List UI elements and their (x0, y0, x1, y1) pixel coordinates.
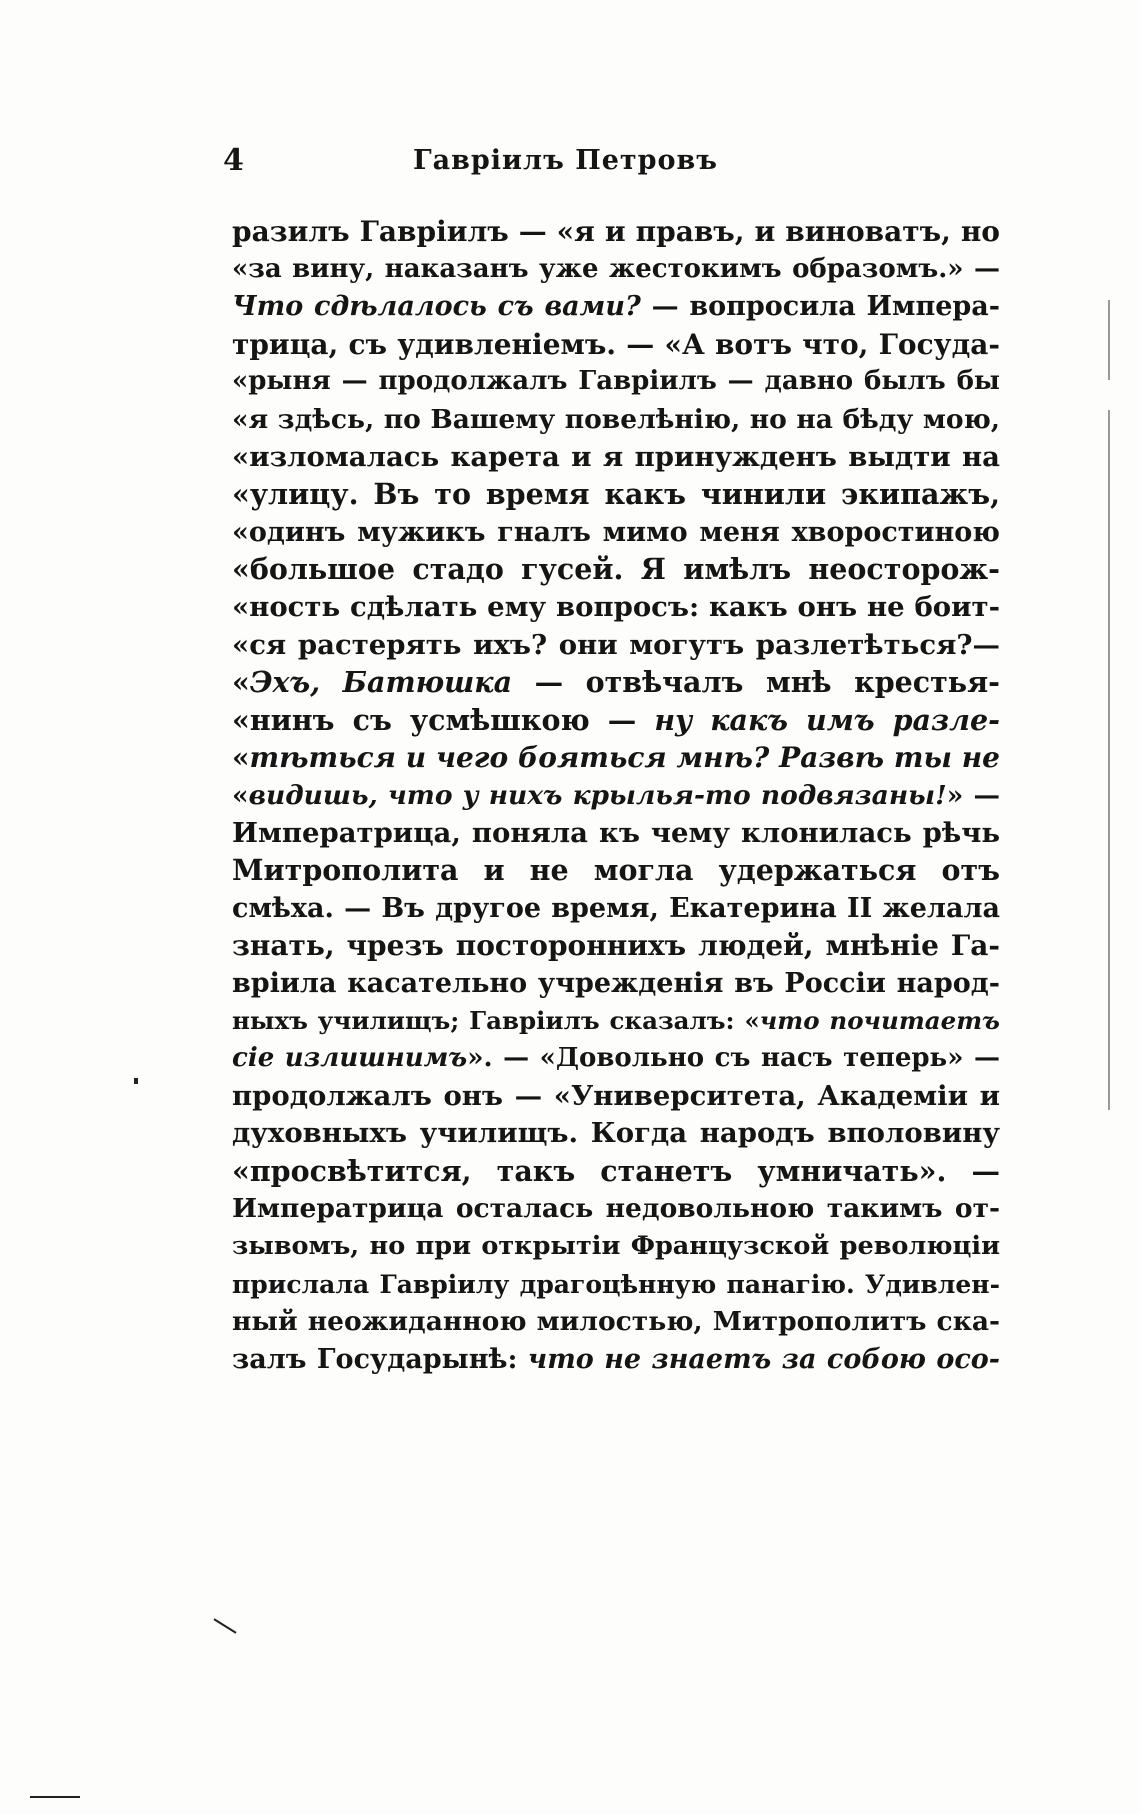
text-segment: — отвѣчалъ мнѣ крестья- (512, 665, 1000, 700)
running-title: Гавріилъ Петровъ (413, 145, 718, 176)
text-segment: «за вину, наказанъ уже жестокимъ образомъ.» — (232, 253, 1000, 284)
text-segment: «большое стадо гусей. Я имѣлъ неосторож- (232, 552, 1000, 587)
italic-text-segment: что не знаетъ за собою осо- (527, 1343, 1001, 1375)
text-segment: зывомъ, но при открытіи Французской революціи (232, 1231, 1000, 1262)
text-line (232, 1303, 1000, 1341)
text-segment: трица, съ удивленіемъ. — «А вотъ что, Госуда- (232, 327, 1000, 361)
text-line (232, 1078, 1000, 1116)
text-segment: продолжалъ онъ — «Университета, Академіи и (232, 1079, 1000, 1112)
page-header (223, 143, 993, 183)
scan-scratch (213, 1618, 236, 1633)
text-segment: — вопросила Импера- (640, 291, 1000, 323)
text-line (232, 852, 1000, 890)
text-line (232, 1266, 1000, 1304)
italic-text-segment: видишь, что у нихъ крылья-то подвязаны! (248, 779, 947, 811)
italic-text-segment: что почитаетъ (759, 1006, 1000, 1036)
text-line (232, 1341, 1000, 1379)
text-line (232, 213, 1000, 251)
italic-text-segment: тѣться и чего бояться мнѣ? Развѣ ты не (249, 741, 1000, 775)
text-line (232, 1228, 1000, 1266)
text-segment: «изломалась карета и я принужденъ выдти на (232, 440, 1000, 473)
text-segment: « (232, 779, 249, 811)
text-line (232, 1040, 1000, 1078)
text-segment: духовныхъ училищъ. Когда народъ вполовину (232, 1117, 1000, 1150)
text-segment: « (232, 741, 250, 775)
text-segment: «ся растерять ихъ? они могутъ разлетѣться?— (232, 628, 1000, 661)
text-line (232, 363, 1000, 401)
text-segment: «я здѣсь, по Вашему повелѣнію, но на бѣду мою, (232, 403, 1000, 435)
text-line (232, 1153, 1000, 1191)
text-line (232, 288, 1000, 326)
text-segment: залъ Государынѣ: (232, 1343, 528, 1375)
italic-text-segment: Эхъ, Батюшка (249, 665, 513, 700)
text-line (232, 702, 1000, 740)
text-line (232, 476, 1000, 514)
text-segment: прислала Гавріилу драгоцѣнную панагію. Удивлен- (232, 1269, 1000, 1299)
text-segment: «одинъ мужикъ гналъ мимо меня хворостиною (232, 516, 1000, 548)
text-segment: «нинъ съ усмѣшкою — (232, 702, 655, 737)
text-line (232, 627, 1000, 665)
text-line (232, 890, 1000, 928)
scan-edge-mark (30, 1796, 80, 1798)
italic-text-segment: сіе излишнимъ (232, 1043, 468, 1074)
text-line (232, 1190, 1000, 1228)
text-segment: смѣха. — Въ другое время, Екатерина II желала (232, 892, 1000, 924)
page-number: 4 (223, 143, 244, 178)
text-line (232, 401, 1000, 439)
text-line (232, 927, 1000, 965)
text-segment: «просвѣтится, такъ станетъ умничать». — (232, 1153, 1000, 1188)
italic-text-segment: Что сдѣлалось съ вами? (232, 291, 641, 323)
text-line (232, 1002, 1000, 1040)
text-segment: Митрополита и не могла удержаться отъ (232, 853, 1000, 888)
italic-text-segment: ну какъ имъ разле- (654, 702, 1001, 737)
text-segment: «рыня — продолжалъ Гавріилъ — давно былъ бы (232, 366, 1000, 397)
text-line (232, 439, 1000, 477)
page-edge-shadow (1108, 300, 1110, 380)
text-segment: разилъ Гавріилъ — «я и правъ, и виноватъ, но (232, 215, 1000, 248)
text-line (232, 326, 1000, 364)
text-line (232, 965, 1000, 1003)
text-line (232, 514, 1000, 552)
text-segment: ный неожиданною милостью, Митрополитъ ска- (232, 1306, 1000, 1338)
text-segment: знать, чрезъ постороннихъ людей, мнѣніе Га- (232, 929, 1000, 963)
text-segment: Императрица осталась недовольною такимъ от- (232, 1193, 1000, 1225)
text-segment: Императрица, поняла къ чему клонилась рѣчь (232, 816, 1000, 849)
text-segment: «ность сдѣлать ему вопросъ: какъ онъ не боит- (232, 590, 1000, 623)
text-line (232, 251, 1000, 289)
text-line (232, 815, 1000, 853)
text-line (232, 589, 1000, 627)
body-text (232, 213, 1000, 1378)
text-line (232, 1115, 1000, 1153)
text-segment: ныхъ училищъ; Гавріилъ сказалъ: « (232, 1006, 760, 1036)
page-edge-shadow (1108, 410, 1110, 1110)
text-line (232, 664, 1000, 702)
text-segment: вріила касательно учрежденія въ Россіи народ- (232, 967, 1000, 999)
scan-speck (134, 1078, 138, 1084)
text-segment: ». — «Довольно съ насъ теперь» — (467, 1043, 1000, 1074)
text-segment: «улицу. Въ то время какъ чинили экипажъ, (232, 477, 1000, 512)
text-line (232, 551, 1000, 589)
text-line (232, 777, 1000, 815)
text-segment: » — (946, 779, 1000, 811)
text-line (232, 739, 1000, 777)
text-segment: « (232, 665, 250, 700)
